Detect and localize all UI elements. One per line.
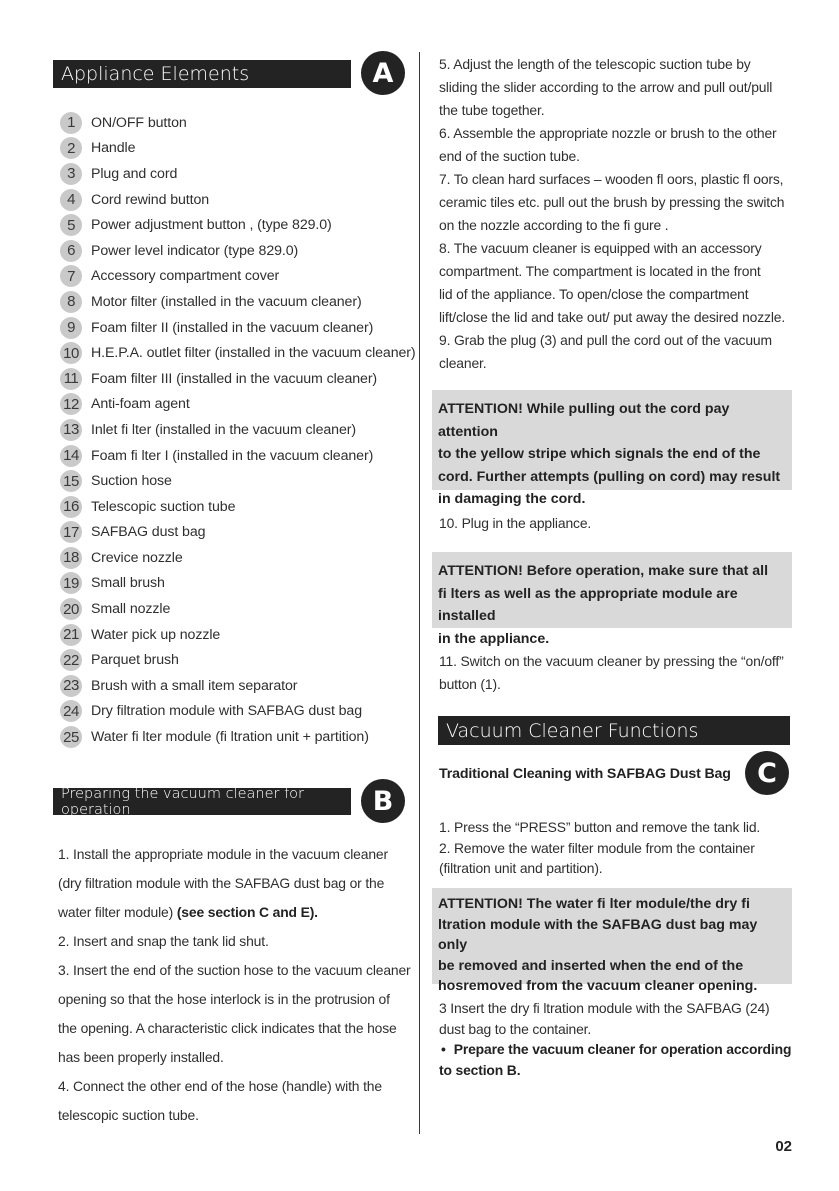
attention-cord-line-2: to the yellow stripe which signals the end of the — [438, 446, 761, 463]
step-3-line-3: the opening. A characteristic click indicates that the hose — [58, 1020, 397, 1036]
attention-filters-box — [432, 552, 792, 647]
preparing-steps — [58, 840, 416, 1130]
item-label: Brush with a small item separator — [91, 677, 298, 694]
item-number-badge: 8 — [60, 291, 82, 313]
step-1-line-2: (dry filtration module with the SAFBAG dust bag or the — [58, 875, 385, 891]
attention-module-box — [432, 888, 792, 994]
item-label: Power adjustment button , (type 829.0) — [91, 217, 332, 234]
function-step-3-line-2: dust bag to the container. — [439, 1020, 592, 1037]
list-item — [60, 340, 420, 366]
item-label: Parquet brush — [91, 652, 179, 669]
item-number-badge: 25 — [60, 726, 82, 748]
list-item — [60, 264, 420, 290]
item-label: Inlet fi lter (installed in the vacuum cleaner) — [91, 421, 356, 438]
item-number-badge: 21 — [60, 624, 82, 646]
list-item — [60, 136, 420, 162]
function-step-2-line-1: 2. Remove the water filter module from the container — [439, 839, 755, 856]
section-b-badge: B — [361, 779, 405, 823]
item-number-badge: 12 — [60, 393, 82, 415]
list-item — [60, 673, 420, 699]
see-section-ref: (see section C and E). — [176, 904, 318, 920]
list-item — [60, 392, 420, 418]
item-number-badge: 1 — [60, 112, 82, 134]
step-1-line-3: water filter module) (see section C and E). — [58, 904, 318, 920]
list-item — [60, 494, 420, 520]
step-9-line-2: cleaner. — [439, 355, 487, 371]
list-item — [60, 571, 420, 597]
item-label: Cord rewind button — [91, 191, 210, 208]
bullet-icon: • — [441, 1041, 446, 1057]
step-6-line-2: end of the suction tube. — [439, 148, 580, 164]
item-label: Telescopic suction tube — [91, 498, 236, 515]
list-item — [60, 468, 420, 494]
section-c-badge: C — [745, 751, 789, 795]
functions-header — [438, 716, 790, 745]
list-item — [60, 212, 420, 238]
item-number-badge: 14 — [60, 445, 82, 467]
list-item — [60, 545, 420, 571]
appliance-elements-list — [60, 110, 420, 750]
item-label: Motor filter (installed in the vacuum cleaner) — [91, 293, 362, 310]
steps-5-to-9 — [439, 53, 794, 375]
function-step-2-line-2: (filtration unit and partition). — [439, 860, 603, 876]
step-9-line-1: 9. Grab the plug (3) and pull the cord out of the vacuum — [439, 332, 772, 348]
step-10 — [439, 512, 794, 535]
list-item — [60, 110, 420, 136]
item-label: Foam fi lter I (installed in the vacuum cleaner) — [91, 447, 374, 464]
function-step-3-line-1: 3 Insert the dry fi ltration module with the SAFBAG (24) — [439, 1000, 770, 1016]
step-2: 2. Insert and snap the tank lid shut. — [58, 933, 269, 949]
item-number-badge: 10 — [60, 342, 82, 364]
item-label: SAFBAG dust bag — [91, 524, 206, 541]
step-3-line-1: 3. Insert the end of the suction hose to the vacuum cleaner — [58, 962, 411, 978]
item-label: Power level indicator (type 829.0) — [91, 242, 299, 259]
item-number-badge: 17 — [60, 521, 82, 543]
subtitle-text: Traditional Cleaning with SAFBAG Dust Bag — [439, 766, 731, 782]
item-label: H.E.P.A. outlet filter (installed in the vacuum cleaner) — [91, 345, 416, 362]
item-number-badge: 2 — [60, 137, 82, 159]
step-7-line-1: 7. To clean hard surfaces – wooden fl oors, plastic fl oors, — [439, 171, 784, 187]
item-label: ON/OFF button — [91, 114, 187, 131]
step-11 — [439, 650, 794, 696]
item-label: Accessory compartment cover — [91, 268, 280, 285]
function-step-1: 1. Press the “PRESS” button and remove the tank lid. — [439, 819, 761, 835]
preparing-title: Preparing the vacuum cleaner for operation — [61, 785, 305, 818]
attention-module-line-3: be removed and inserted when the end of the — [438, 957, 744, 974]
appliance-elements-title: Appliance Elements — [61, 63, 250, 85]
item-number-badge: 19 — [60, 572, 82, 594]
page-number: 02 — [775, 1138, 792, 1155]
item-number-badge: 15 — [60, 470, 82, 492]
attention-filters-line-1: ATTENTION! Before operation, make sure that all — [438, 563, 769, 579]
list-item — [60, 289, 420, 315]
step-3-line-4: has been properly installed. — [58, 1049, 224, 1065]
list-item — [60, 161, 420, 187]
attention-cord-line-3: cord. Further attempts (pulling on cord) may result — [438, 468, 781, 485]
appliance-elements-header — [53, 60, 351, 88]
item-number-badge: 3 — [60, 163, 82, 185]
attention-filters-line-3: in the appliance. — [438, 630, 550, 647]
step-7-line-3: on the nozzle according to the fi gure . — [439, 217, 669, 233]
list-item — [60, 187, 420, 213]
item-label: Anti-foam agent — [91, 396, 190, 413]
step-5-line-3: the tube together. — [439, 102, 545, 118]
item-label: Handle — [91, 140, 136, 157]
step-4-line-2: telescopic suction tube. — [58, 1107, 199, 1123]
attention-cord-line-4: in damaging the cord. — [438, 491, 586, 508]
section-a-badge: A — [361, 51, 405, 95]
step-3-line-2: opening so that the hose interlock is in the protrusion of — [58, 991, 390, 1007]
item-number-badge: 13 — [60, 419, 82, 441]
preparing-header — [53, 785, 351, 818]
attention-module-line-2: ltration module with the SAFBAG dust bag may only — [438, 916, 758, 953]
step-4-line-1: 4. Connect the other end of the hose (handle) with the — [58, 1078, 382, 1094]
item-number-badge: 11 — [60, 368, 82, 390]
list-item — [60, 366, 420, 392]
step-10-text: 10. Plug in the appliance. — [439, 515, 592, 531]
functions-title: Vacuum Cleaner Functions — [446, 719, 699, 742]
item-number-badge: 18 — [60, 547, 82, 569]
function-step-4-line-2: to section B. — [439, 1061, 521, 1078]
step-8-line-2: compartment. The compartment is located in the front — [439, 263, 761, 279]
list-item — [60, 724, 420, 750]
functions-steps-1-2 — [439, 817, 794, 879]
function-step-4-line-1: • Prepare the vacuum cleaner for operation according — [441, 1041, 792, 1057]
item-number-badge: 9 — [60, 317, 82, 339]
item-number-badge: 5 — [60, 214, 82, 236]
list-item — [60, 699, 420, 725]
item-number-badge: 23 — [60, 675, 82, 697]
list-item — [60, 520, 420, 546]
list-item — [60, 596, 420, 622]
list-item — [60, 622, 420, 648]
step-5-line-2: sliding the slider according to the arrow and pull out/pull — [439, 79, 773, 95]
item-label: Crevice nozzle — [91, 549, 183, 566]
item-number-badge: 20 — [60, 598, 82, 620]
step-8-line-4: lift/close the lid and take out/ put away the desired nozzle. — [439, 309, 786, 325]
list-item — [60, 238, 420, 264]
item-number-badge: 6 — [60, 240, 82, 262]
step-6-line-1: 6. Assemble the appropriate nozzle or brush to the other — [439, 125, 777, 141]
item-number-badge: 22 — [60, 649, 82, 671]
step-1-line-1: 1. Install the appropriate module in the vacuum cleaner — [58, 846, 388, 862]
item-label: Plug and cord — [91, 165, 178, 182]
item-number-badge: 16 — [60, 496, 82, 518]
item-label: Water fi lter module (fi ltration unit + partition) — [91, 729, 369, 746]
attention-module-line-4: hosremoved from the vacuum cleaner opening. — [438, 978, 758, 994]
item-label: Foam filter III (installed in the vacuum cleaner) — [91, 370, 378, 387]
step-8-line-1: 8. The vacuum cleaner is equipped with an accessory — [439, 240, 762, 256]
step-11-line-2: button (1). — [439, 676, 501, 692]
attention-module-line-1: ATTENTION! The water fi lter module/the dry fi — [438, 896, 750, 912]
item-label: Dry filtration module with SAFBAG dust bag — [91, 703, 362, 720]
item-number-badge: 24 — [60, 700, 82, 722]
functions-steps-3-4 — [439, 998, 794, 1080]
attention-cord-box — [432, 390, 792, 508]
attention-cord-line-1: ATTENTION! While pulling out the cord pay attention — [438, 401, 730, 440]
item-label: Suction hose — [91, 473, 172, 490]
step-11-line-1: 11. Switch on the vacuum cleaner by pressing the “on/off” — [439, 653, 784, 669]
list-item — [60, 443, 420, 469]
item-number-badge: 4 — [60, 189, 82, 211]
step-8-line-3: lid of the appliance. To open/close the compartment — [439, 286, 749, 302]
item-label: Small nozzle — [91, 601, 171, 618]
attention-filters-line-2: fi lters as well as the appropriate module are installed — [438, 585, 738, 625]
step-7-line-2: ceramic tiles etc. pull out the brush by pressing the switch — [439, 194, 785, 210]
step-5-line-1: 5. Adjust the length of the telescopic suction tube by — [439, 56, 751, 72]
item-label: Water pick up nozzle — [91, 626, 221, 643]
list-item — [60, 315, 420, 341]
item-number-badge: 7 — [60, 265, 82, 287]
item-label: Foam filter II (installed in the vacuum cleaner) — [91, 319, 374, 336]
item-label: Small brush — [91, 575, 165, 592]
list-item — [60, 647, 420, 673]
traditional-cleaning-subtitle — [439, 764, 739, 784]
list-item — [60, 417, 420, 443]
